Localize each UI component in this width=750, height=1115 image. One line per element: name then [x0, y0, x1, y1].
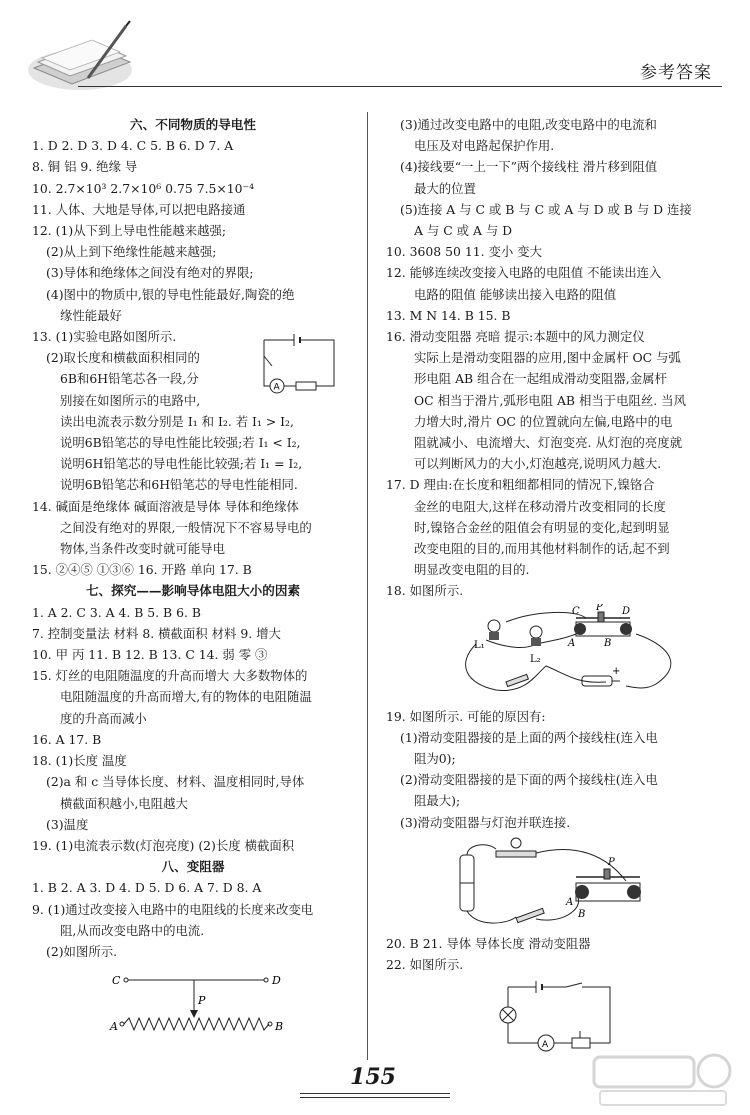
page-number-underline [300, 1093, 450, 1098]
answer-line: 金丝的电阻大,这样在移动滑片改变相同的长度 [414, 498, 666, 514]
answer-line: 阻最大); [414, 793, 461, 809]
answer-line: 可以判断风力的大小,灯泡越亮,说明风力越大. [414, 456, 662, 472]
watermark-logo [586, 1045, 736, 1110]
label-a: A [542, 1040, 549, 1051]
answer-line: 度的升高而减小 [60, 710, 147, 726]
answer-line: 12. (1)从下到上导电性能越来越强; [32, 223, 227, 239]
header-title: 参考答案 [640, 63, 712, 83]
answer-line: (5)连接 A 与 C 或 B 与 C 或 A 与 D 或 B 与 D 连接 [400, 201, 692, 217]
q13-block [32, 326, 354, 411]
answer-line: 20. B 21. 导体 导体长度 滑动变阻器 [386, 935, 591, 951]
answer-line: 12. 能够连续改变接入电路的电阻值 不能读出连入 [386, 265, 662, 281]
answer-line: 19. 如图所示. 可能的原因有: [386, 708, 546, 724]
label-l1: L₁ [474, 639, 485, 651]
answer-line: (4)图中的物质中,银的导电性能最好,陶瓷的绝 [46, 286, 295, 302]
answer-line: 阻,从而改变电路中的电流. [60, 922, 205, 938]
answer-line: 时,镍铬合金丝的阻值会有明显的变化,起到明显 [414, 519, 670, 535]
answer-line: 别接在如图所示的电路中, [60, 392, 201, 408]
section-title-6: 六、不同物质的导电性 [130, 117, 256, 132]
left-column [32, 114, 354, 1040]
answer-line: 形电阻 AB 组合在一起组成滑动变阻器,金属杆 [414, 371, 667, 387]
answer-line: (1)滑动变阻器接的是上面的两个接线柱(连入电 [400, 729, 658, 745]
right-column [386, 114, 724, 1063]
circuit-diagram-19 [386, 835, 716, 931]
label-a: A [566, 896, 574, 908]
section-title-7: 七、探究——影响导体电阻大小的因素 [85, 583, 301, 599]
label-a: A [568, 637, 576, 649]
answer-line: 最大的位置 [414, 180, 476, 196]
answer-line: 22. 如图所示. [386, 957, 464, 973]
answer-line: 13. M N 14. B 15. B [386, 307, 511, 323]
answer-line: 阻为0); [414, 751, 456, 767]
answer-line: 11. 人体、大地是导体,可以把电路接通 [32, 201, 246, 217]
header-rule [78, 86, 722, 87]
label-b: B [604, 637, 612, 649]
answer-line: 说明6B铅笔芯的导电性能比较强;若 I₁ < I₂, [60, 435, 301, 451]
answer-line: 1. D 2. D 3. D 4. C 5. B 6. D 7. A [32, 138, 234, 154]
answer-line: A 与 C 或 A 与 D [414, 223, 513, 239]
answer-line: 之间没有绝对的界限,一般情况下不容易导电的 [60, 519, 312, 535]
answer-line: 16. A 17. B [32, 731, 102, 747]
answer-line: 7. 控制变量法 材料 8. 横截面积 材料 9. 增大 [32, 625, 281, 641]
answer-line: 电路的阻值 能够读出接入电路的阻值 [414, 286, 617, 302]
answer-line: (2)滑动变阻器接的是下面的两个接线柱(连入电 [400, 772, 658, 788]
label-d: D [622, 605, 631, 617]
answer-line: 16. 滑动变阻器 亮暗 提示:本题中的风力测定仪 [386, 329, 645, 345]
page-header [0, 0, 750, 100]
label-l2: L₂ [530, 653, 541, 665]
section-title-8: 八、变阻器 [161, 859, 225, 875]
page-number: 155 [350, 1064, 396, 1090]
answer-line: OC 相当于滑片,弧形电阻 AB 相当于电阻丝. 当风 [414, 392, 686, 408]
label-p: P [596, 603, 603, 613]
answer-line: 8. 铜 铝 9. 绝缘 导 [32, 159, 138, 175]
answer-line: 电阻随温度的升高而增大,有的物体的电阻随温 [60, 689, 312, 705]
answer-line: 15. 灯丝的电阻随温度的升高而增大 大多数物体的 [32, 668, 308, 684]
answer-line: 9. (1)通过改变接入电路中的电阻线的长度来改变电 [32, 901, 314, 917]
label-c: C [572, 605, 580, 617]
answer-line: 13. (1)实验电路如图所示. [32, 329, 177, 345]
answer-line: 横截面积越小,电阻越大 [60, 795, 188, 811]
answer-line: 1. B 2. A 3. D 4. D 5. D 6. A 7. D 8. A [32, 880, 262, 896]
label-p: P [198, 994, 206, 1008]
circuit-diagram-13 [254, 330, 344, 396]
answer-line: 力增大时,滑片 OC 的位置就向左偏,电路中的电 [414, 413, 673, 429]
answer-line: 阻就减小、电流增大、灯泡变亮. 从灯泡的亮度就 [414, 435, 683, 451]
answer-line: (2)如图所示. [46, 943, 118, 959]
answer-line: 15. ②④⑤ ①③⑥ 16. 开路 单向 17. B [32, 562, 252, 578]
answer-line: 10. 甲 丙 11. B 12. B 13. C 14. 弱 零 ③ [32, 647, 268, 663]
answer-line: 读出电流表示数分别是 I₁ 和 I₂. 若 I₁ > I₂, [60, 413, 294, 429]
answer-line: (3)导体和绝缘体之间没有绝对的界限; [46, 265, 254, 281]
answer-line: 改变电阻的目的,而用其他材料制作的话,起不到 [414, 541, 670, 557]
answer-line: 说明6B铅笔芯和6H铅笔芯的导电性能相同. [60, 477, 298, 493]
answer-line: (3)温度 [46, 816, 89, 832]
answer-line: 10. 2.7×10³ 2.7×10⁶ 0.75 7.5×10⁻⁴ [32, 180, 255, 196]
label-a: A [110, 1020, 118, 1034]
answer-line: (2)a 和 c 当导体长度、材料、温度相同时,导体 [46, 774, 305, 790]
answer-line: 物体,当条件改变时就可能导电 [60, 541, 226, 557]
answer-line: 18. 如图所示. [386, 583, 464, 599]
answer-line: 14. 碱面是绝缘体 碱面溶液是导体 导体和绝缘体 [32, 498, 299, 514]
answer-line: 明显改变电阻的目的. [414, 562, 530, 578]
answer-line: (4)接线要“一上一下”两个接线柱 滑片移到阻值 [400, 159, 658, 175]
answer-line: 6B和6H铅笔芯各一段,分 [60, 371, 199, 387]
rheostat-diagram-9 [32, 964, 332, 1038]
svg-text:A: A [273, 382, 280, 393]
books-pencil-icon [22, 18, 142, 96]
label-b: B [275, 1020, 284, 1034]
answer-line: 17. D 理由:在长度和粗细都相同的情况下,镍铬合 [386, 477, 655, 493]
label-p: P [608, 856, 615, 868]
answer-line: 10. 3608 50 11. 变小 变大 [386, 244, 542, 260]
answer-line: (2)取长度和横截面积相同的 [46, 350, 200, 366]
column-divider [367, 112, 368, 1060]
answer-line: 1. A 2. C 3. A 4. B 5. B 6. B [32, 604, 201, 620]
answer-line: (2)从上到下绝缘性能越来越强; [46, 244, 217, 260]
label-d: D [272, 974, 281, 988]
answer-line: 实际上是滑动变阻器的应用,图中金属杆 OC 与弧 [414, 350, 681, 366]
answer-line: 说明6H铅笔芯的导电性能比较强;若 I₁ = I₂, [60, 456, 303, 472]
answer-line: 18. (1)长度 温度 [32, 753, 127, 769]
answer-line: 19. (1)电流表示数(灯泡亮度) (2)长度 横截面积 [32, 837, 295, 853]
label-b: B [578, 908, 586, 920]
label-c: C [112, 974, 121, 988]
answer-line: (3)滑动变阻器与灯泡并联连接. [400, 814, 571, 830]
circuit-diagram-18 [386, 604, 716, 704]
answer-line: 缘性能最好 [60, 307, 122, 323]
label-plus: + [612, 665, 621, 677]
answer-line: (3)通过改变电路中的电阻,改变电路中的电流和 [400, 117, 657, 132]
answer-line: 电压及对电路起保护作用. [414, 138, 555, 154]
